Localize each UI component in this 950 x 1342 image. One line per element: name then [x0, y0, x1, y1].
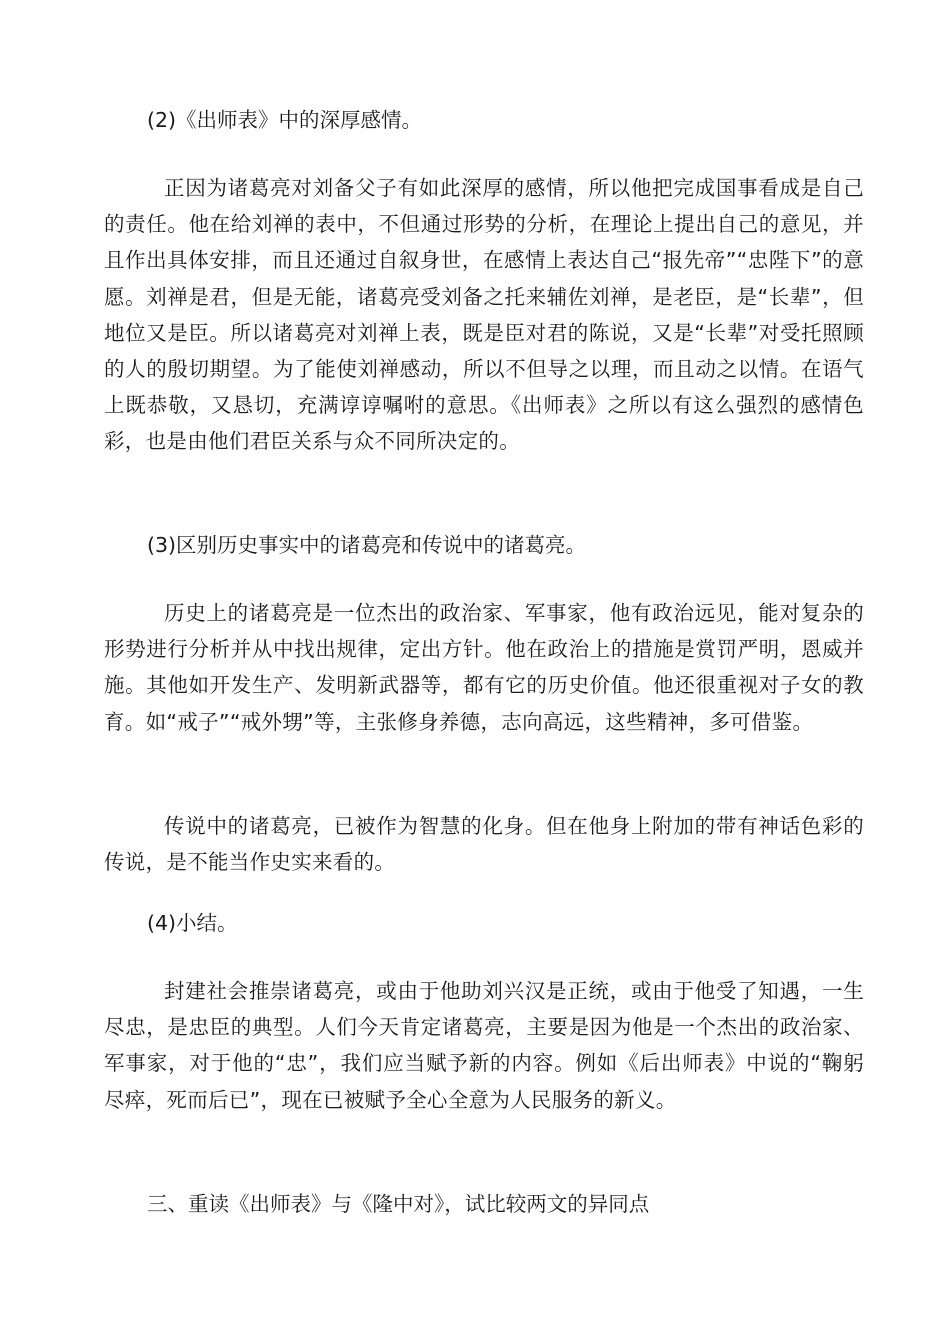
paragraph-summary: 封建社会推崇诸葛亮，或由于他助刘兴汉是正统，或由于他受了知遇，一生尽忠，是忠臣的典型。人们今天肯定诸葛亮，主要是因为他是一个杰出的政治家、军事家，对于他的“忠”，我们应当赋予新的内容。例如《后出师表》中说的“鞠躬尽瘁，死而后已”，现在已被赋予全心全意为人民服务的新义。	[104, 979, 864, 1112]
section-heading-5: 三、重读《出师表》与《隆中对》，试比较两文的异同点	[147, 1192, 650, 1216]
section-heading-4: (4)小结。	[147, 911, 238, 935]
paragraph-legendary-zhuge-liang: 传说中的诸葛亮，已被作为智慧的化身。但在他身上附加的带有神话色彩的传说，是不能当作史实来看的。	[104, 814, 864, 875]
paragraph-deep-feelings: 正因为诸葛亮对刘备父子有如此深厚的感情，所以他把完成国事看成是自己的责任。他在给刘禅的表中，不但通过形势的分析，在理论上提出自己的意见，并且作出具体安排，而且还通过自叙身世，在感情上表达自己“报先帝”“忠陛下”的意愿。刘禅是君，但是无能，诸葛亮受刘备之托来辅佐刘禅，是老臣，是“长辈”，但地位又是臣。所以诸葛亮对刘禅上表，既是臣对君的陈说，又是“长辈”对受托照顾的人的殷切期望。为了能使刘禅感动，所以不但导之以理，而且动之以情。在语气上既恭敬，又恳切，充满谆谆嘱咐的意思。《出师表》之所以有这么强烈的感情色彩，也是由他们君臣关系与众不同所决定的。	[104, 176, 864, 454]
section-heading-2: (2)《出师表》中的深厚感情。	[147, 108, 423, 132]
section-heading-3: (3)区别历史事实中的诸葛亮和传说中的诸葛亮。	[147, 533, 587, 557]
paragraph-historical-zhuge-liang: 历史上的诸葛亮是一位杰出的政治家、军事家，他有政治远见，能对复杂的形势进行分析并从中找出规律，定出方针。他在政治上的措施是赏罚严明，恩威并施。其他如开发生产、发明新武器等，都有它的历史价值。他还很重视对子女的教育。如“戒子”“戒外甥”等，主张修身养德，志向高远，这些精神，多可借鉴。	[104, 601, 864, 734]
